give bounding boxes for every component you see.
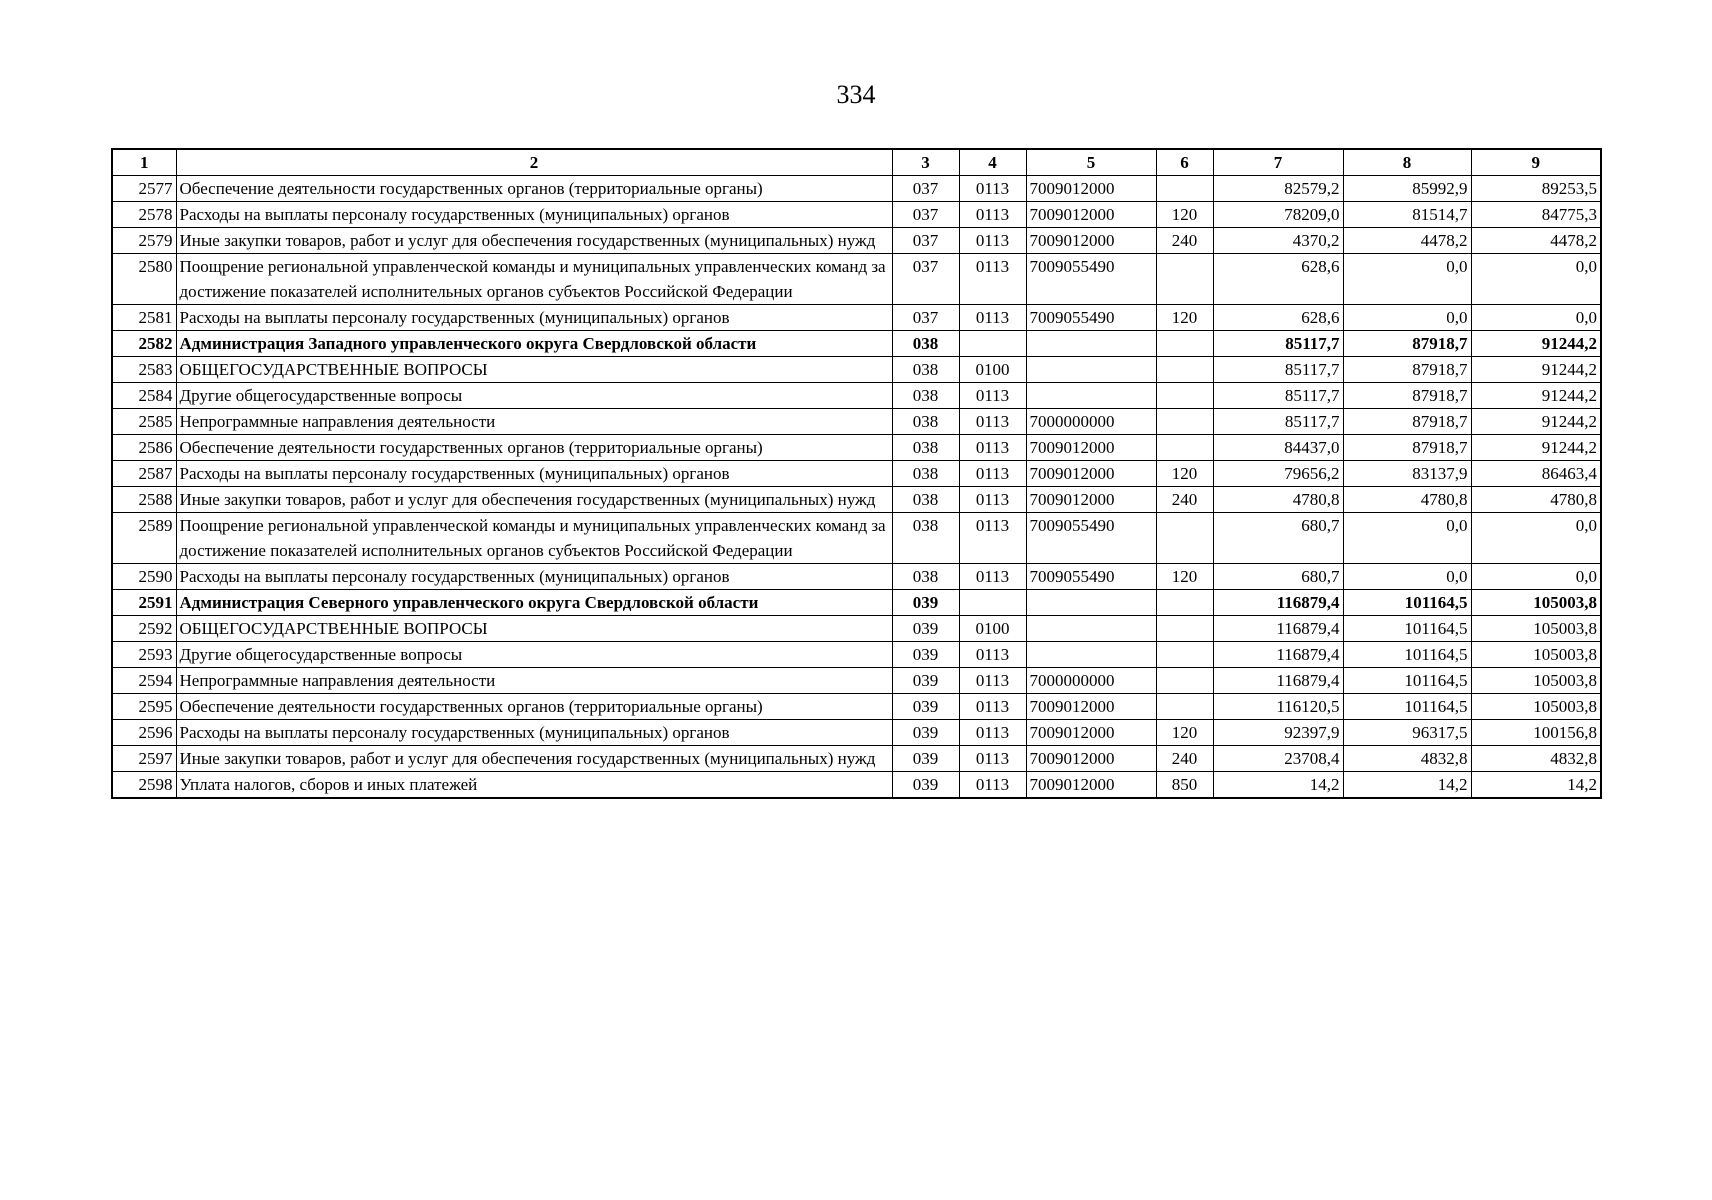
amount-col8-cell: 87918,7 <box>1343 357 1471 383</box>
amount-col9-cell: 4478,2 <box>1471 228 1601 254</box>
section-code-cell: 0113 <box>959 409 1026 435</box>
target-article-cell <box>1026 331 1156 357</box>
amount-col8-cell: 0,0 <box>1343 513 1471 564</box>
amount-col8-cell: 87918,7 <box>1343 383 1471 409</box>
expense-type-cell: 850 <box>1156 772 1213 799</box>
row-number-cell: 2589 <box>112 513 176 564</box>
item-name-cell: Расходы на выплаты персоналу государственных (муниципальных) органов <box>176 564 892 590</box>
row-number-cell: 2579 <box>112 228 176 254</box>
amount-col9-cell: 91244,2 <box>1471 331 1601 357</box>
item-name-cell: Иные закупки товаров, работ и услуг для обеспечения государственных (муниципальных) нужд <box>176 746 892 772</box>
table-row <box>112 254 1601 305</box>
table-row <box>112 305 1601 331</box>
section-code-cell: 0113 <box>959 668 1026 694</box>
table-row <box>112 616 1601 642</box>
row-number-cell: 2590 <box>112 564 176 590</box>
department-code-cell: 039 <box>892 590 959 616</box>
target-article-cell: 7009012000 <box>1026 772 1156 799</box>
department-code-cell: 039 <box>892 642 959 668</box>
expense-type-cell <box>1156 513 1213 564</box>
department-code-cell: 039 <box>892 746 959 772</box>
department-code-cell: 037 <box>892 305 959 331</box>
amount-col9-cell: 0,0 <box>1471 305 1601 331</box>
expense-type-cell <box>1156 435 1213 461</box>
section-code-cell: 0113 <box>959 746 1026 772</box>
department-code-cell: 039 <box>892 668 959 694</box>
target-article-cell: 7009055490 <box>1026 513 1156 564</box>
amount-col9-cell: 100156,8 <box>1471 720 1601 746</box>
table-row <box>112 564 1601 590</box>
column-header: 9 <box>1471 149 1601 176</box>
amount-col9-cell: 91244,2 <box>1471 357 1601 383</box>
item-name-cell: ОБЩЕГОСУДАРСТВЕННЫЕ ВОПРОСЫ <box>176 616 892 642</box>
amount-col9-cell: 91244,2 <box>1471 409 1601 435</box>
expense-type-cell <box>1156 254 1213 305</box>
row-number-cell: 2582 <box>112 331 176 357</box>
department-code-cell: 038 <box>892 383 959 409</box>
amount-col9-cell: 0,0 <box>1471 513 1601 564</box>
amount-col7-cell: 116879,4 <box>1213 668 1343 694</box>
expense-type-cell: 120 <box>1156 202 1213 228</box>
row-number-cell: 2586 <box>112 435 176 461</box>
amount-col8-cell: 83137,9 <box>1343 461 1471 487</box>
section-code-cell: 0113 <box>959 487 1026 513</box>
target-article-cell: 7009012000 <box>1026 176 1156 202</box>
section-code-cell: 0113 <box>959 383 1026 409</box>
item-name-cell: Другие общегосударственные вопросы <box>176 383 892 409</box>
target-article-cell: 7009012000 <box>1026 746 1156 772</box>
amount-col9-cell: 105003,8 <box>1471 694 1601 720</box>
expense-type-cell <box>1156 590 1213 616</box>
amount-col8-cell: 85992,9 <box>1343 176 1471 202</box>
target-article-cell: 7009055490 <box>1026 305 1156 331</box>
amount-col9-cell: 89253,5 <box>1471 176 1601 202</box>
table-row <box>112 668 1601 694</box>
item-name-cell: Уплата налогов, сборов и иных платежей <box>176 772 892 799</box>
amount-col7-cell: 116120,5 <box>1213 694 1343 720</box>
amount-col8-cell: 14,2 <box>1343 772 1471 799</box>
table-row <box>112 720 1601 746</box>
budget-table <box>111 148 1602 799</box>
column-header: 2 <box>176 149 892 176</box>
amount-col8-cell: 101164,5 <box>1343 694 1471 720</box>
department-code-cell: 037 <box>892 176 959 202</box>
section-code-cell: 0113 <box>959 772 1026 799</box>
amount-col9-cell: 91244,2 <box>1471 383 1601 409</box>
expense-type-cell <box>1156 409 1213 435</box>
target-article-cell <box>1026 616 1156 642</box>
row-number-cell: 2595 <box>112 694 176 720</box>
section-code-cell <box>959 590 1026 616</box>
amount-col7-cell: 4370,2 <box>1213 228 1343 254</box>
table-row <box>112 435 1601 461</box>
section-code-cell: 0113 <box>959 461 1026 487</box>
amount-col9-cell: 86463,4 <box>1471 461 1601 487</box>
department-code-cell: 039 <box>892 694 959 720</box>
amount-col8-cell: 101164,5 <box>1343 668 1471 694</box>
amount-col8-cell: 4478,2 <box>1343 228 1471 254</box>
target-article-cell: 7009012000 <box>1026 694 1156 720</box>
item-name-cell: Расходы на выплаты персоналу государственных (муниципальных) органов <box>176 305 892 331</box>
department-code-cell: 037 <box>892 254 959 305</box>
expense-type-cell: 120 <box>1156 461 1213 487</box>
section-code-cell <box>959 331 1026 357</box>
item-name-cell: Иные закупки товаров, работ и услуг для обеспечения государственных (муниципальных) нужд <box>176 487 892 513</box>
row-number-cell: 2598 <box>112 772 176 799</box>
table-header-row <box>112 149 1601 176</box>
amount-col9-cell: 4780,8 <box>1471 487 1601 513</box>
target-article-cell: 7009012000 <box>1026 202 1156 228</box>
table-row <box>112 590 1601 616</box>
expense-type-cell <box>1156 668 1213 694</box>
item-name-cell: Иные закупки товаров, работ и услуг для обеспечения государственных (муниципальных) нужд <box>176 228 892 254</box>
amount-col7-cell: 78209,0 <box>1213 202 1343 228</box>
amount-col9-cell: 105003,8 <box>1471 590 1601 616</box>
amount-col9-cell: 105003,8 <box>1471 668 1601 694</box>
table-row <box>112 409 1601 435</box>
section-code-cell: 0113 <box>959 694 1026 720</box>
amount-col7-cell: 82579,2 <box>1213 176 1343 202</box>
item-name-cell: Расходы на выплаты персоналу государственных (муниципальных) органов <box>176 461 892 487</box>
table-body <box>112 176 1601 799</box>
amount-col8-cell: 0,0 <box>1343 254 1471 305</box>
item-name-cell: Непрограммные направления деятельности <box>176 409 892 435</box>
table-row <box>112 176 1601 202</box>
row-number-cell: 2588 <box>112 487 176 513</box>
section-code-cell: 0113 <box>959 254 1026 305</box>
expense-type-cell <box>1156 642 1213 668</box>
amount-col7-cell: 628,6 <box>1213 254 1343 305</box>
department-code-cell: 037 <box>892 202 959 228</box>
department-code-cell: 039 <box>892 720 959 746</box>
row-number-cell: 2583 <box>112 357 176 383</box>
column-header: 5 <box>1026 149 1156 176</box>
item-name-cell: Обеспечение деятельности государственных органов (территориальные органы) <box>176 435 892 461</box>
department-code-cell: 039 <box>892 616 959 642</box>
item-name-cell: Расходы на выплаты персоналу государственных (муниципальных) органов <box>176 202 892 228</box>
item-name-cell: Администрация Западного управленческого округа Свердловской области <box>176 331 892 357</box>
section-code-cell: 0113 <box>959 202 1026 228</box>
table-row <box>112 513 1601 564</box>
target-article-cell: 7000000000 <box>1026 409 1156 435</box>
target-article-cell <box>1026 642 1156 668</box>
amount-col7-cell: 116879,4 <box>1213 642 1343 668</box>
item-name-cell: Расходы на выплаты персоналу государственных (муниципальных) органов <box>176 720 892 746</box>
section-code-cell: 0113 <box>959 564 1026 590</box>
section-code-cell: 0113 <box>959 720 1026 746</box>
target-article-cell: 7009012000 <box>1026 461 1156 487</box>
amount-col7-cell: 116879,4 <box>1213 616 1343 642</box>
row-number-cell: 2594 <box>112 668 176 694</box>
table-row <box>112 746 1601 772</box>
row-number-cell: 2596 <box>112 720 176 746</box>
item-name-cell: Поощрение региональной управленческой команды и муниципальных управленческих команд за достижение показателей исполнительных органов субъектов Российской Федерации <box>176 254 892 305</box>
amount-col8-cell: 81514,7 <box>1343 202 1471 228</box>
amount-col8-cell: 87918,7 <box>1343 435 1471 461</box>
item-name-cell: Обеспечение деятельности государственных органов (территориальные органы) <box>176 176 892 202</box>
column-header: 8 <box>1343 149 1471 176</box>
target-article-cell: 7009055490 <box>1026 254 1156 305</box>
table-row <box>112 642 1601 668</box>
column-header: 1 <box>112 149 176 176</box>
target-article-cell <box>1026 357 1156 383</box>
department-code-cell: 038 <box>892 435 959 461</box>
expense-type-cell <box>1156 694 1213 720</box>
department-code-cell: 037 <box>892 228 959 254</box>
section-code-cell: 0113 <box>959 642 1026 668</box>
column-header: 6 <box>1156 149 1213 176</box>
row-number-cell: 2578 <box>112 202 176 228</box>
amount-col8-cell: 4780,8 <box>1343 487 1471 513</box>
amount-col9-cell: 0,0 <box>1471 564 1601 590</box>
table-row <box>112 202 1601 228</box>
amount-col9-cell: 91244,2 <box>1471 435 1601 461</box>
section-code-cell: 0113 <box>959 435 1026 461</box>
department-code-cell: 038 <box>892 331 959 357</box>
target-article-cell: 7009012000 <box>1026 720 1156 746</box>
amount-col8-cell: 101164,5 <box>1343 642 1471 668</box>
column-header: 3 <box>892 149 959 176</box>
expense-type-cell <box>1156 357 1213 383</box>
amount-col8-cell: 0,0 <box>1343 564 1471 590</box>
section-code-cell: 0113 <box>959 305 1026 331</box>
amount-col7-cell: 680,7 <box>1213 564 1343 590</box>
item-name-cell: Непрограммные направления деятельности <box>176 668 892 694</box>
row-number-cell: 2580 <box>112 254 176 305</box>
amount-col7-cell: 14,2 <box>1213 772 1343 799</box>
row-number-cell: 2585 <box>112 409 176 435</box>
amount-col7-cell: 628,6 <box>1213 305 1343 331</box>
expense-type-cell <box>1156 383 1213 409</box>
row-number-cell: 2597 <box>112 746 176 772</box>
column-header: 4 <box>959 149 1026 176</box>
expense-type-cell: 240 <box>1156 228 1213 254</box>
amount-col7-cell: 85117,7 <box>1213 383 1343 409</box>
amount-col8-cell: 96317,5 <box>1343 720 1471 746</box>
expense-type-cell: 120 <box>1156 305 1213 331</box>
page-number: 334 <box>836 80 876 109</box>
row-number-cell: 2581 <box>112 305 176 331</box>
target-article-cell: 7009012000 <box>1026 228 1156 254</box>
table-row <box>112 383 1601 409</box>
amount-col7-cell: 85117,7 <box>1213 331 1343 357</box>
amount-col9-cell: 14,2 <box>1471 772 1601 799</box>
amount-col8-cell: 87918,7 <box>1343 331 1471 357</box>
amount-col8-cell: 101164,5 <box>1343 616 1471 642</box>
amount-col9-cell: 105003,8 <box>1471 616 1601 642</box>
table-row <box>112 331 1601 357</box>
row-number-cell: 2591 <box>112 590 176 616</box>
row-number-cell: 2584 <box>112 383 176 409</box>
section-code-cell: 0100 <box>959 616 1026 642</box>
section-code-cell: 0100 <box>959 357 1026 383</box>
amount-col9-cell: 4832,8 <box>1471 746 1601 772</box>
target-article-cell: 7000000000 <box>1026 668 1156 694</box>
row-number-cell: 2587 <box>112 461 176 487</box>
row-number-cell: 2592 <box>112 616 176 642</box>
amount-col7-cell: 85117,7 <box>1213 409 1343 435</box>
table-row <box>112 694 1601 720</box>
expense-type-cell: 240 <box>1156 746 1213 772</box>
department-code-cell: 038 <box>892 513 959 564</box>
section-code-cell: 0113 <box>959 228 1026 254</box>
department-code-cell: 038 <box>892 357 959 383</box>
column-header: 7 <box>1213 149 1343 176</box>
item-name-cell: Поощрение региональной управленческой команды и муниципальных управленческих команд за достижение показателей исполнительных органов субъектов Российской Федерации <box>176 513 892 564</box>
section-code-cell: 0113 <box>959 513 1026 564</box>
department-code-cell: 038 <box>892 487 959 513</box>
item-name-cell: Обеспечение деятельности государственных органов (территориальные органы) <box>176 694 892 720</box>
department-code-cell: 038 <box>892 409 959 435</box>
department-code-cell: 038 <box>892 564 959 590</box>
department-code-cell: 039 <box>892 772 959 799</box>
amount-col9-cell: 0,0 <box>1471 254 1601 305</box>
amount-col9-cell: 105003,8 <box>1471 642 1601 668</box>
item-name-cell: Другие общегосударственные вопросы <box>176 642 892 668</box>
target-article-cell: 7009055490 <box>1026 564 1156 590</box>
item-name-cell: Администрация Северного управленческого округа Свердловской области <box>176 590 892 616</box>
table-row <box>112 228 1601 254</box>
expense-type-cell: 120 <box>1156 564 1213 590</box>
table-row <box>112 357 1601 383</box>
amount-col8-cell: 101164,5 <box>1343 590 1471 616</box>
amount-col8-cell: 0,0 <box>1343 305 1471 331</box>
expense-type-cell: 120 <box>1156 720 1213 746</box>
department-code-cell: 038 <box>892 461 959 487</box>
target-article-cell: 7009012000 <box>1026 487 1156 513</box>
item-name-cell: ОБЩЕГОСУДАРСТВЕННЫЕ ВОПРОСЫ <box>176 357 892 383</box>
expense-type-cell <box>1156 176 1213 202</box>
amount-col7-cell: 84437,0 <box>1213 435 1343 461</box>
expense-type-cell: 240 <box>1156 487 1213 513</box>
amount-col7-cell: 79656,2 <box>1213 461 1343 487</box>
table-row <box>112 487 1601 513</box>
row-number-cell: 2577 <box>112 176 176 202</box>
amount-col7-cell: 4780,8 <box>1213 487 1343 513</box>
amount-col9-cell: 84775,3 <box>1471 202 1601 228</box>
target-article-cell: 7009012000 <box>1026 435 1156 461</box>
table-row <box>112 772 1601 799</box>
amount-col7-cell: 92397,9 <box>1213 720 1343 746</box>
section-code-cell: 0113 <box>959 176 1026 202</box>
target-article-cell <box>1026 590 1156 616</box>
expense-type-cell <box>1156 331 1213 357</box>
amount-col8-cell: 87918,7 <box>1343 409 1471 435</box>
table-row <box>112 461 1601 487</box>
amount-col8-cell: 4832,8 <box>1343 746 1471 772</box>
amount-col7-cell: 85117,7 <box>1213 357 1343 383</box>
row-number-cell: 2593 <box>112 642 176 668</box>
target-article-cell <box>1026 383 1156 409</box>
amount-col7-cell: 680,7 <box>1213 513 1343 564</box>
amount-col7-cell: 23708,4 <box>1213 746 1343 772</box>
expense-type-cell <box>1156 616 1213 642</box>
amount-col7-cell: 116879,4 <box>1213 590 1343 616</box>
